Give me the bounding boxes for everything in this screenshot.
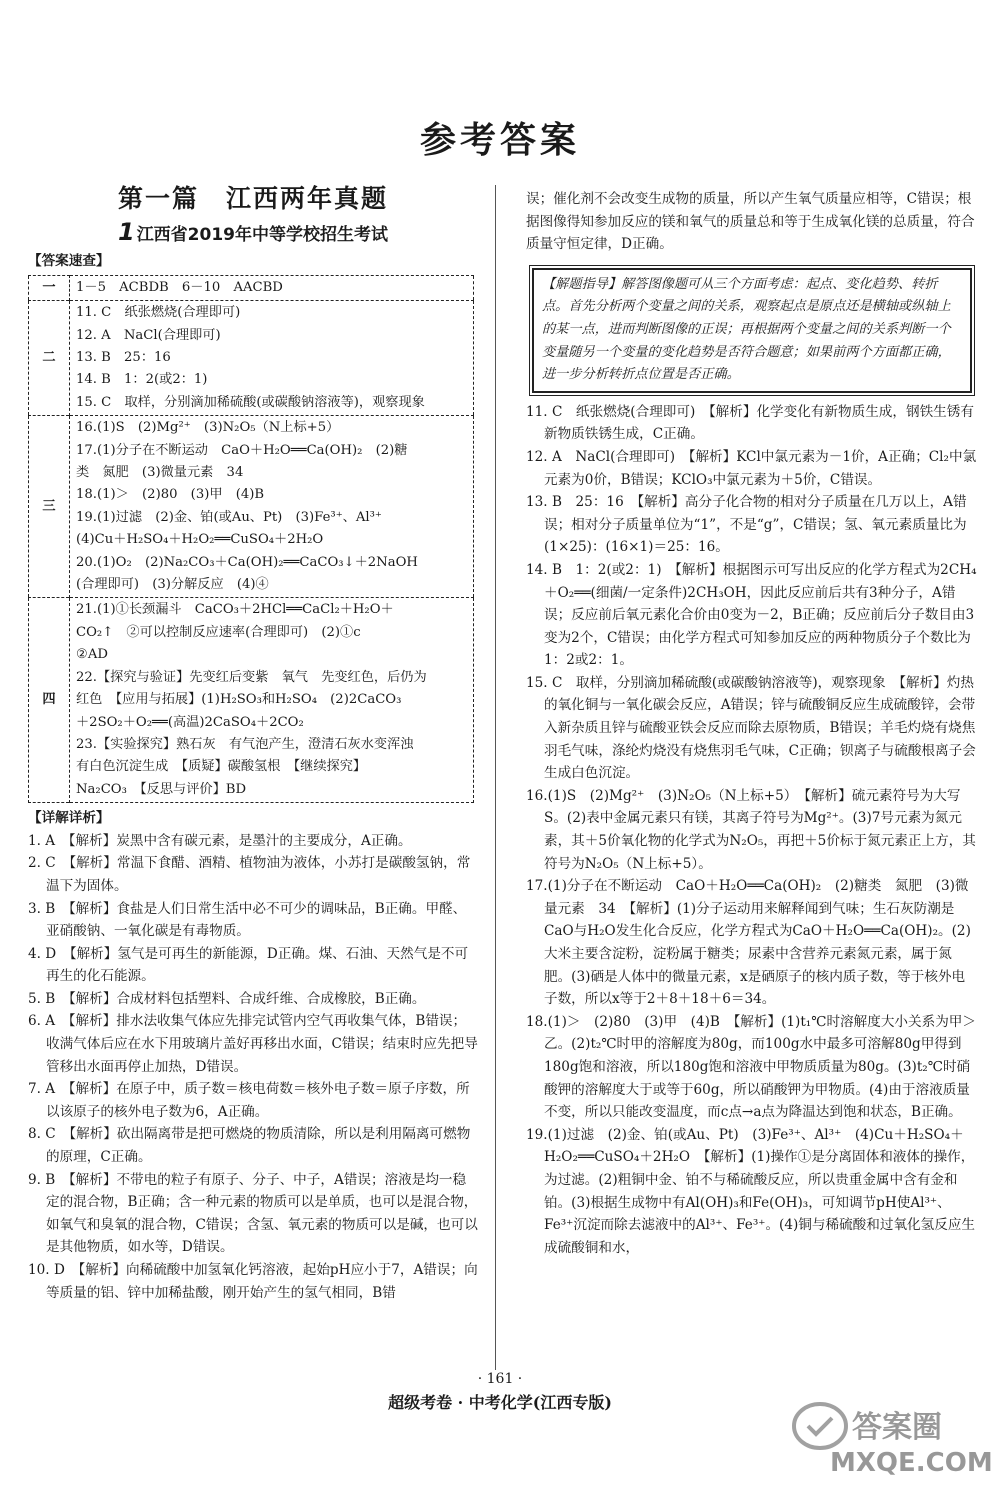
answer-row: 20.(1)O₂ (2)Na₂CO₃＋Ca(OH)₂══CaCO₃↓＋2NaOH	[76, 554, 418, 570]
explanation-item: 6. A 【解析】排水法收集气体应先排完试管内空气再收集气体，B错误；收满气体后应在水下用玻璃片盖好再移出水面，C错误；结束时应先把导管移出水面再停止加热，D错误。	[28, 1013, 478, 1075]
explanation-item: 13. B 25：16 【解析】高分子化合物的相对分子质量在几万以上，A错误；相对分子质量单位为“1”，不是“g”，C错误；氢、氧元素质量比为(1×25)：(16×1)＝25：16。	[526, 494, 967, 556]
explanation-item: 9. B 【解析】不带电的粒子有原子、分子、中子，A错误；溶液是均一稳定的混合物，B正确；含一种元素的物质可以是单质，也可以是混合物，如氧气和臭氧的混合物，C错误；含氢、氧元素的物质可以是碱，也可以是其他物质，如水等，D错误。	[28, 1171, 478, 1256]
table-row	[29, 301, 474, 416]
answer-row: 1－5 ACBDB 6－10 AACBD	[76, 279, 283, 295]
quick-answer-label: 【答案速查】	[28, 253, 110, 270]
answer-row: ＋2SO₂＋O₂══(高温)2CaSO₄＋2CO₂	[76, 714, 304, 730]
group-label: 三	[29, 416, 70, 598]
table-row	[29, 416, 474, 598]
watermark-text: 答案圈	[852, 1410, 942, 1445]
page-title: 参考答案	[419, 120, 580, 161]
explanation-item: 17.(1)分子在不断运动 CaO＋H₂O══Ca(OH)₂ (2)糖类 氮肥 (3)微量元素 34 【解析】(1)分子运动用来解释闻到气味；生石灰防潮是CaO与H₂O发生化合反应，化学方程式为CaO＋H₂O══Ca(OH)₂。(2)大米主要含淀粉，淀粉属于糖类；尿素中含营养元素氮元素，属于氮肥。(3)硒是人体中的微量元素，x是硒原子的核内质子数，等于核外电子数，所以x等于2＋8＋18＋6＝34。	[526, 878, 971, 1008]
continuation-text: 误；催化剂不会改变生成物的质量，所以产生氧气质量应相等，C错误；根据图像得知参加反应的镁和氧气的质量总和等于生成氧化镁的总质量，符合质量守恒定律，D正确。	[526, 191, 975, 253]
explanation-item: 5. B 【解析】合成材料包括塑料、合成纤维、合成橡胶，B正确。	[28, 990, 426, 1007]
explanation-item: 7. A 【解析】在原子中，质子数＝核电荷数＝核外电子数＝原子序数，所以该原子的核外电子数为6，A正确。	[28, 1081, 470, 1120]
answer-row: 14. B 1：2(或2：1)	[76, 372, 208, 388]
watermark-logo	[790, 1398, 993, 1490]
answer-row: 15. C 取样，分别滴加稀硫酸(或碳酸钠溶液等)，观察现象	[76, 394, 425, 410]
page-number: · 161 ·	[477, 1371, 523, 1387]
exam-title-text: 江西省2019年中等学校招生考试	[136, 224, 389, 245]
left-column	[28, 184, 478, 1304]
explanation-item: 14. B 1：2(或2：1) 【解析】根据图示可写出反应的化学方程式为2CH₄＋O₂══(细菌/一定条件)2CH₃OH，因此反应前后共有3种分子，A错误；反应前后氧元素化合价由0变为－2，B正确；反应前后分子数目由3变为2个，C错误；由化学方程式可知参加反应的两种物质分子个数比为1：2或2：1。	[526, 561, 977, 669]
answer-row: 22.【探究与验证】先变红后变紫 氧气 先变红色，后仍为	[76, 669, 427, 685]
explanation-item: 2. C 【解析】常温下食醋、酒精、植物油为液体，小苏打是碳酸氢钠，常温下为固体。	[28, 855, 471, 894]
answer-row: 16.(1)S (2)Mg²⁺ (3)N₂O₅（N上标+5）	[76, 420, 340, 436]
answer-row: 11. C 纸张燃烧(合理即可)	[76, 305, 241, 321]
answer-row: 12. A NaCl(合理即可)	[76, 327, 221, 343]
answer-row: 17.(1)分子在不断运动 CaO＋H₂O══Ca(OH)₂ (2)糖	[76, 442, 408, 458]
right-column	[526, 188, 978, 1259]
explanation-item: 3. B 【解析】食盐是人们日常生活中必不可少的调味品，B正确。甲醛、亚硝酸钠、一氧化碳是有毒物质。	[28, 900, 467, 940]
explanation-item: 10. D 【解析】向稀硫酸中加氢氧化钙溶液，起始pH应小于7，A错误；向等质量的铝、锌中加稀盐酸，刚开始产生的氢气相同，B错	[28, 1262, 478, 1301]
exam-number: 1	[117, 217, 135, 246]
column-divider	[495, 185, 496, 1370]
explanation-item: 12. A NaCl(合理即可) 【解析】KCl中氯元素为－1价，A正确；Cl₂中氯元素为0价，B错误；KClO₃中氯元素为＋5价，C错误。	[526, 448, 977, 488]
explanation-item: 16.(1)S (2)Mg²⁺ (3)N₂O₅（N上标+5） 【解析】硫元素符号为大写S。(2)表中金属元素只有镁，其离子符号为Mg²⁺。(3)7号元素为氮元素，其＋5价氧化物的化学式为N₂O₅，再把＋5价标于氮元素正上方，其符号为N₂O₅（N上标+5）。	[526, 787, 976, 872]
answer-row: 13. B 25：16	[76, 350, 171, 365]
explanation-item: 19.(1)过滤 (2)金、铂(或Au、Pt) (3)Fe³⁺、Al³⁺ (4)Cu＋H₂SO₄＋H₂O₂══CuSO₄＋2H₂O 【解析】(1)操作①是分离固体和液体的操作，为过滤。(2)粗铜中金、铂不与稀硫酸反应，所以贵重金属中含有金和铂。(3)根据生成物中有Al(OH)₃和Fe(OH)₃，可知调节pH使Al³⁺、Fe³⁺沉淀而除去滤液中的Al³⁺、Fe³⁺。(4)铜与稀硫酸和过氧化氢反应生成硫酸铜和水，	[526, 1126, 976, 1256]
table-row	[29, 275, 474, 300]
explanation-item: 4. D 【解析】氢气是可再生的新能源，D正确。煤、石油、天然气是不可再生的化石能源。	[28, 945, 469, 985]
group-rows	[70, 275, 474, 300]
answer-row: 19.(1)过滤 (2)金、铂(或Au、Pt) (3)Fe³⁺、Al³⁺	[76, 509, 382, 525]
explanation-item: 8. C 【解析】砍出隔离带是把可燃烧的物质清除，所以是利用隔离可燃物的原理，C正确。	[28, 1126, 471, 1166]
explanation-item: 18.(1)＞ (2)80 (3)甲 (4)B 【解析】(1)t₁℃时溶解度大小关系为甲＞乙。(2)t₂℃时甲的溶解度为80g，而100g水中最多可溶解80g甲得到180g饱和溶液，所以180g饱和溶液中甲物质质量为80g。(3)t₂℃时硝酸钾的溶解度大于或等于60g，所以硝酸钾为甲物质。(4)由于溶液质量不变，所以只能改变温度，而c点→a点为降温达到饱和状态，B正确。	[526, 1013, 976, 1121]
answer-table	[28, 275, 474, 803]
group-label: 四	[29, 598, 70, 803]
part-title: 第一篇 江西两年真题	[117, 184, 388, 213]
exam-title	[28, 217, 478, 247]
answer-row: ②AD	[76, 647, 108, 663]
answer-row: 类 氮肥 (3)微量元素 34	[76, 465, 244, 481]
group-rows	[70, 416, 474, 598]
answer-row: 21.(1)①长颈漏斗 CaCO₃＋2HCl══CaCl₂＋H₂O＋	[76, 602, 394, 618]
group-label: 一	[29, 275, 70, 300]
watermark-url: MXQE.COM	[830, 1448, 993, 1478]
group-rows	[70, 301, 474, 416]
explanation-item: 15. C 取样，分别滴加稀硫酸(或碳酸钠溶液等)，观察现象 【解析】灼热的氧化铜与一氧化碳会反应，A错误；锌与硫酸铜反应生成硫酸锌，会带入新杂质且锌与硫酸亚铁会反应而除去原物质，B错误；羊毛灼烧有烧焦羽毛气味，涤纶灼烧没有烧焦羽毛气味，C正确；钡离子与硫酸根离子会生成白色沉淀。	[526, 674, 976, 782]
answer-row: (合理即可) (3)分解反应 (4)④	[76, 577, 269, 593]
group-label: 二	[29, 301, 70, 416]
answer-row: CO₂↑ ②可以控制反应速率(合理即可) (2)①c	[76, 624, 361, 640]
answer-row: 23.【实验探究】熟石灰 有气泡产生，澄清石灰水变浑浊	[76, 736, 414, 752]
answer-row: 有白色沉淀生成 【质疑】碳酸氢根 【继续探究】	[76, 759, 367, 775]
answer-row: 红色 【应用与拓展】(1)H₂SO₃和H₂SO₄ (2)2CaCO₃	[76, 692, 402, 708]
detail-label: 【详解详析】	[28, 810, 110, 827]
answer-row: (4)Cu＋H₂SO₄＋H₂O₂══CuSO₄＋2H₂O	[76, 532, 324, 548]
solution-tip-box: 【解题指导】解答图像题可从三个方面考虑：起点、变化趋势、转折点。首先分析两个变量之间的关系，观察起点是原点还是横轴或纵轴上的某一点，进而判断图像的正误；再根据两个变量之间的关系判断一个变量随另一个变量的变化趋势是否符合题意；如果前两个方面都正确，进一步分析转折点位置是否正确。	[532, 268, 972, 393]
answer-row: Na₂CO₃ 【反思与评价】BD	[76, 781, 247, 797]
explanation-item: 11. C 纸张燃烧(合理即可) 【解析】化学变化有新物质生成，钢铁生锈有新物质铁锈生成，C正确。	[526, 403, 974, 443]
answer-row: 18.(1)＞ (2)80 (3)甲 (4)B	[76, 487, 265, 503]
table-row	[29, 598, 474, 803]
group-rows	[70, 598, 474, 803]
explanation-item: 1. A 【解析】炭黑中含有碳元素，是墨汁的主要成分，A正确。	[28, 832, 412, 849]
book-title: 超级考卷 · 中考化学(江西专版)	[388, 1393, 612, 1412]
